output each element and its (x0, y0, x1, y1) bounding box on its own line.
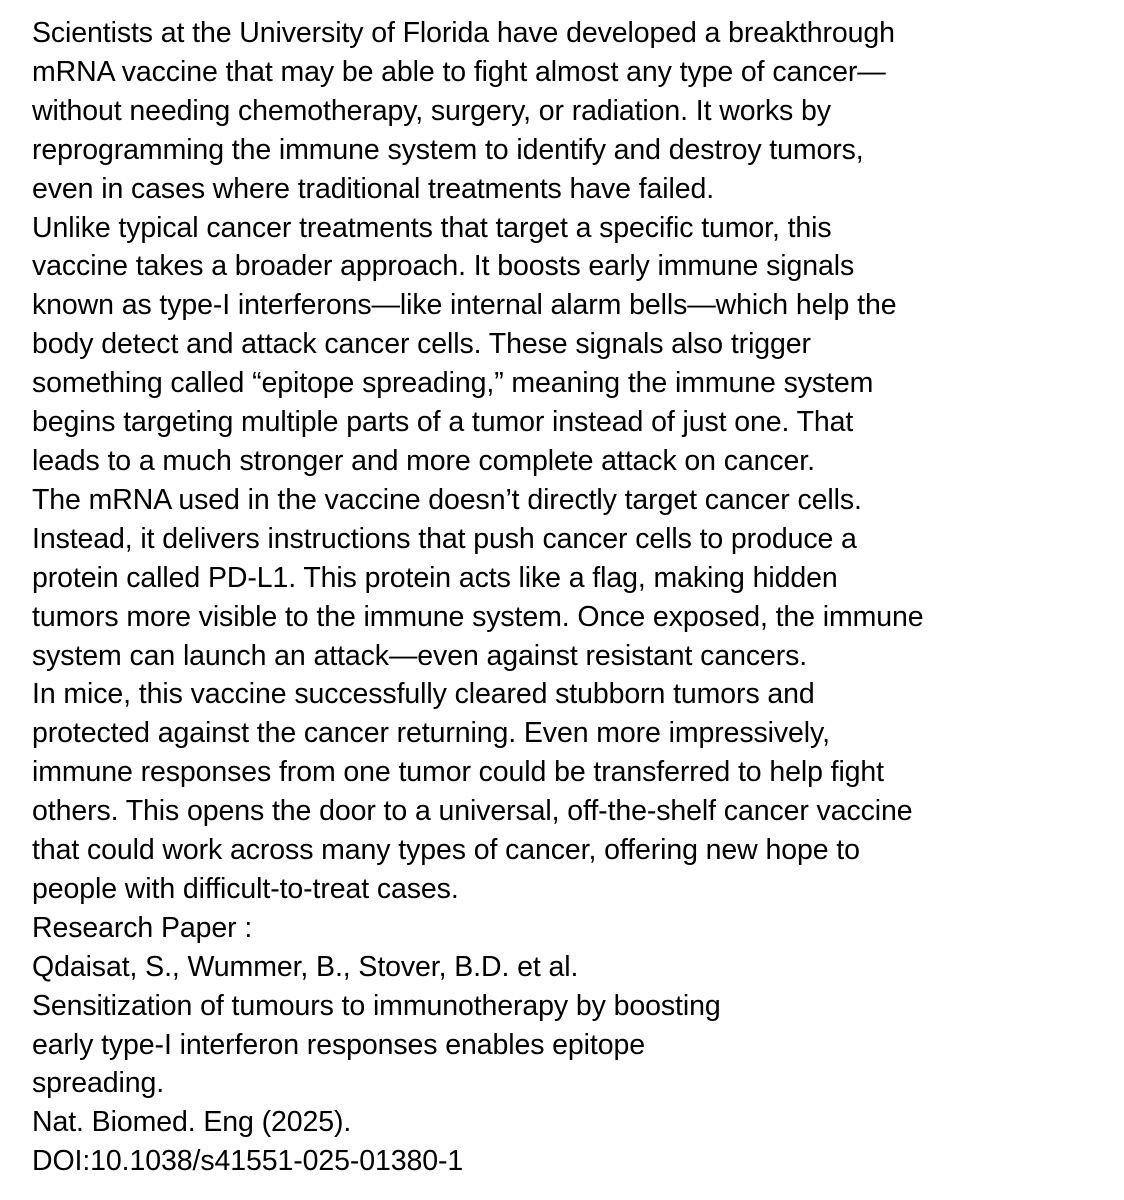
paragraph-4-line-2: protected against the cancer returning. Even more impressively, (32, 717, 830, 750)
reference-title-line-2: early type-I interferon responses enables epitope (32, 1028, 645, 1061)
paragraph-4-line-4: others. This opens the door to a universal, off-the-shelf cancer vaccine (32, 795, 913, 828)
paragraph-2-line-3: known as type-I interferons—like internal alarm bells—which help the (32, 289, 897, 322)
paragraph-2-line-7: leads to a much stronger and more complete attack on cancer. (32, 444, 815, 477)
paragraph-2-line-6: begins targeting multiple parts of a tumor instead of just one. That (32, 406, 854, 439)
paragraph-3-line-3: protein called PD-L1. This protein acts like a flag, making hidden (32, 561, 838, 594)
reference-authors: Qdaisat, S., Wummer, B., Stover, B.D. et al. (32, 950, 579, 983)
paragraph-2-line-5: something called “epitope spreading,” meaning the immune system (32, 367, 874, 400)
paragraph-3-line-1: The mRNA used in the vaccine doesn’t directly target cancer cells. (32, 483, 862, 516)
paragraph-2-line-4: body detect and attack cancer cells. These signals also trigger (32, 328, 811, 361)
reference-doi: DOI:10.1038/s41551-025-01380-1 (32, 1145, 464, 1178)
reference-journal: Nat. Biomed. Eng (2025). (32, 1106, 352, 1139)
paragraph-3-line-4: tumors more visible to the immune system. Once exposed, the immune (32, 600, 924, 633)
paragraph-1-line-1: Scientists at the University of Florida have developed a breakthrough (32, 17, 895, 49)
paragraph-4-line-5: that could work across many types of cancer, offering new hope to (32, 834, 860, 867)
paragraph-1-line-3: without needing chemotherapy, surgery, or radiation. It works by (32, 94, 831, 127)
reference-title-line-3: spreading. (32, 1067, 165, 1100)
paragraph-1-line-4: reprogramming the immune system to identify and destroy tumors, (32, 133, 864, 166)
paragraph-4-line-3: immune responses from one tumor could be transferred to help fight (32, 756, 885, 789)
paragraph-4-line-1: In mice, this vaccine successfully cleared stubborn tumors and (32, 678, 815, 711)
paragraph-3-line-2: Instead, it delivers instructions that push cancer cells to produce a (32, 522, 857, 555)
paragraph-4-line-6: people with difficult-to-treat cases. (32, 872, 459, 905)
paragraph-2-line-1: Unlike typical cancer treatments that target a specific tumor, this (32, 211, 832, 244)
paragraph-2-line-2: vaccine takes a broader approach. It boosts early immune signals (32, 250, 855, 283)
article-text (32, 14, 1112, 1181)
reference-heading: Research Paper : (32, 911, 253, 944)
reference-title-line-1: Sensitization of tumours to immunotherapy by boosting (32, 989, 721, 1022)
paragraph-1-line-2: mRNA vaccine that may be able to fight almost any type of cancer— (32, 55, 886, 88)
paragraph-3-line-5: system can launch an attack—even against resistant cancers. (32, 639, 808, 672)
paragraph-1-line-5: even in cases where traditional treatments have failed. (32, 172, 715, 205)
